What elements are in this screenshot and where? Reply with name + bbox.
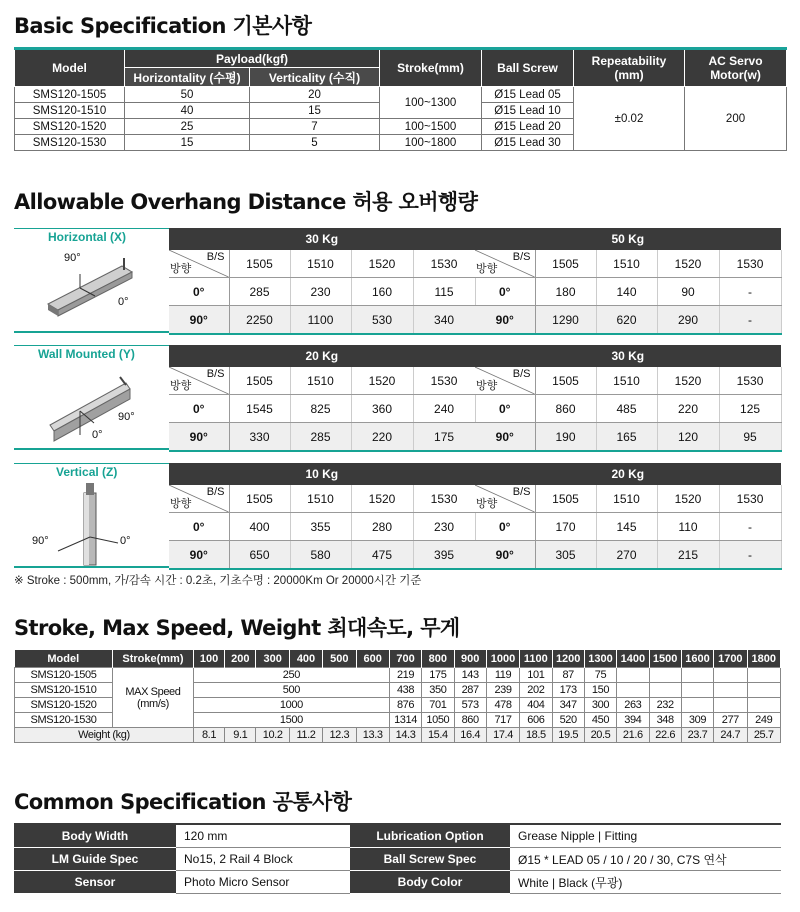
overhang-value: 120	[657, 423, 719, 452]
weight-cell: 25.7	[747, 728, 781, 743]
overhang-value: 485	[596, 395, 657, 423]
speed-cell: 350	[422, 683, 454, 698]
speed-cell: 1314	[389, 713, 421, 728]
weight-cell: 8.1	[193, 728, 224, 743]
overhang-value: 620	[596, 306, 657, 335]
spec-value: Grease Nipple | Fitting	[510, 824, 781, 848]
spec-key: Body Width	[14, 824, 176, 848]
overhang-value: 2250	[229, 306, 290, 335]
col-ball-screw: Ball Screw	[482, 49, 574, 87]
overhang-value: -	[719, 278, 781, 306]
overhang-value: 355	[290, 513, 351, 541]
speed-cell	[747, 698, 781, 713]
weight-cell: 22.6	[649, 728, 681, 743]
section-divider	[14, 331, 169, 333]
overhang-value: 115	[413, 278, 475, 306]
model-col-header: 1520	[657, 367, 719, 395]
bs-direction-cell: B/S 방향	[169, 250, 229, 278]
spec-value: No15, 2 Rail 4 Block	[176, 848, 350, 871]
speed-cell: 348	[649, 713, 681, 728]
speed-cell	[714, 683, 747, 698]
table-row	[15, 668, 781, 683]
speed-cell	[649, 668, 681, 683]
overhang-table	[475, 345, 782, 452]
common-title: Common Specification 공통사항	[14, 790, 352, 814]
speed-title: Stroke, Max Speed, Weight 최대속도, 무게	[14, 616, 460, 640]
overhang-value: 215	[657, 541, 719, 570]
basic-spec-title: Basic Specification 기본사항	[14, 14, 312, 38]
speed-header-row	[15, 650, 781, 668]
model-cell: SMS120-1510	[15, 103, 125, 119]
basic-spec-table	[14, 47, 787, 151]
repeatability-cell: ±0.02	[574, 87, 685, 151]
weight-cell: 16.4	[454, 728, 486, 743]
overhang-value: 650	[229, 541, 290, 570]
col-model: Model	[15, 49, 125, 87]
model-col-header: 1510	[290, 367, 351, 395]
col-stroke: Stroke(mm)	[113, 650, 194, 668]
load-header: 20 Kg	[169, 345, 475, 367]
overhang-value: 230	[413, 513, 475, 541]
table-row	[15, 87, 787, 103]
overhang-value: 240	[413, 395, 475, 423]
weight-cell: 19.5	[552, 728, 584, 743]
overhang-table	[475, 228, 782, 335]
model-col-header: 1505	[229, 367, 290, 395]
actuator-illustration	[40, 246, 140, 331]
angle-row-label: 90°	[475, 541, 535, 570]
speed-cell: 143	[454, 668, 486, 683]
model-col-header: 1520	[351, 485, 413, 513]
section-divider	[14, 345, 169, 346]
overhang-value: 140	[596, 278, 657, 306]
angle-label: 0°	[120, 535, 131, 547]
overhang-value: 285	[290, 423, 351, 452]
col-model: Model	[15, 650, 113, 668]
angle-label: 0°	[92, 429, 103, 441]
speed-cell: 232	[649, 698, 681, 713]
col-repeatability: Repeatability (mm)	[574, 49, 685, 87]
weight-cell: 10.2	[256, 728, 289, 743]
model-col-header: 1510	[290, 485, 351, 513]
model-col-header: 1510	[290, 250, 351, 278]
speed-cell: 404	[520, 698, 552, 713]
overhang-value: 290	[657, 306, 719, 335]
speed-cell: 150	[584, 683, 616, 698]
overhang-value: 1290	[535, 306, 596, 335]
stroke-col-header: 600	[356, 650, 389, 668]
overhang-value: 180	[535, 278, 596, 306]
bs-direction-cell: B/S 방향	[475, 250, 535, 278]
overhang-value: 305	[535, 541, 596, 570]
flat-speed-cell: 1500	[193, 713, 389, 728]
speed-cell	[681, 698, 713, 713]
speed-cell: 860	[454, 713, 486, 728]
speed-cell: 202	[520, 683, 552, 698]
overhang-value: 230	[290, 278, 351, 306]
ball-screw-cell: Ø15 Lead 10	[482, 103, 574, 119]
load-header: 50 Kg	[475, 228, 781, 250]
angle-row-label: 90°	[169, 541, 229, 570]
speed-cell: 173	[552, 683, 584, 698]
speed-cell	[681, 668, 713, 683]
overhang-table	[169, 345, 476, 452]
model-col-header: 1530	[719, 250, 781, 278]
model-col-header: 1530	[413, 250, 475, 278]
model-col-header: 1530	[413, 485, 475, 513]
load-header: 30 Kg	[169, 228, 475, 250]
weight-cell: 23.7	[681, 728, 713, 743]
speed-cell: 277	[714, 713, 747, 728]
spec-key: Sensor	[14, 871, 176, 894]
table-row	[14, 824, 781, 848]
common-spec-table	[14, 823, 781, 894]
model-cell: SMS120-1505	[15, 668, 113, 683]
overhang-value: 330	[229, 423, 290, 452]
payload-v-cell: 20	[250, 87, 380, 103]
speed-cell: 219	[389, 668, 421, 683]
overhang-value: -	[719, 306, 781, 335]
overhang-value: 280	[351, 513, 413, 541]
speed-cell: 300	[584, 698, 616, 713]
payload-h-cell: 15	[125, 135, 250, 151]
stroke-col-header: 1100	[520, 650, 552, 668]
stroke-col-header: 100	[193, 650, 224, 668]
speed-cell: 239	[486, 683, 519, 698]
motor-cell: 200	[685, 87, 787, 151]
stroke-col-header: 500	[323, 650, 356, 668]
model-col-header: 1505	[535, 485, 596, 513]
weight-cell: 24.7	[714, 728, 747, 743]
payload-v-cell: 5	[250, 135, 380, 151]
speed-cell: 119	[486, 668, 519, 683]
payload-h-cell: 25	[125, 119, 250, 135]
overhang-value: 125	[719, 395, 781, 423]
payload-h-cell: 50	[125, 87, 250, 103]
max-speed-label: MAX Speed (mm/s)	[113, 668, 194, 728]
stroke-col-header: 1500	[649, 650, 681, 668]
weight-cell: 11.2	[289, 728, 322, 743]
model-col-header: 1505	[535, 367, 596, 395]
col-payload: Payload(kgf)	[125, 49, 380, 68]
weight-cell: 15.4	[422, 728, 454, 743]
overhang-value: 860	[535, 395, 596, 423]
model-cell: SMS120-1520	[15, 698, 113, 713]
spec-value: Ø15 * LEAD 05 / 10 / 20 / 30, C7S 연삭	[510, 848, 781, 871]
flat-speed-cell: 250	[193, 668, 389, 683]
bs-direction-cell: B/S 방향	[475, 367, 535, 395]
weight-cell: 12.3	[323, 728, 356, 743]
speed-cell	[714, 668, 747, 683]
payload-v-cell: 7	[250, 119, 380, 135]
overhang-value: 190	[535, 423, 596, 452]
angle-row-label: 0°	[475, 278, 535, 306]
bs-direction-cell: B/S 방향	[169, 485, 229, 513]
model-col-header: 1505	[535, 250, 596, 278]
section-divider	[14, 463, 169, 464]
speed-cell: 263	[617, 698, 649, 713]
angle-label: 90°	[32, 535, 49, 547]
table-row	[14, 848, 781, 871]
overhang-table	[475, 463, 782, 570]
overhang-value: 145	[596, 513, 657, 541]
ball-screw-cell: Ø15 Lead 05	[482, 87, 574, 103]
overhang-direction-label: Wall Mounted (Y)	[38, 347, 135, 361]
overhang-value: -	[719, 541, 781, 570]
stroke-col-header: 1700	[714, 650, 747, 668]
speed-cell: 717	[486, 713, 519, 728]
speed-table	[14, 650, 781, 743]
model-col-header: 1520	[657, 485, 719, 513]
col-verticality: Verticality (수직)	[250, 68, 380, 87]
angle-label: 0°	[118, 296, 129, 308]
stroke-col-header: 900	[454, 650, 486, 668]
overhang-value: 1100	[290, 306, 351, 335]
spec-key: Ball Screw Spec	[350, 848, 510, 871]
actuator-illustration	[40, 481, 140, 576]
overhang-value: 110	[657, 513, 719, 541]
angle-label: 90°	[118, 411, 135, 423]
model-col-header: 1520	[657, 250, 719, 278]
load-header: 20 Kg	[475, 463, 781, 485]
weight-cell: 17.4	[486, 728, 519, 743]
speed-cell: 606	[520, 713, 552, 728]
angle-row-label: 90°	[475, 423, 535, 452]
stroke-col-header: 1800	[747, 650, 781, 668]
model-cell: SMS120-1520	[15, 119, 125, 135]
speed-cell: 478	[486, 698, 519, 713]
overhang-title: Allowable Overhang Distance 허용 오버행량	[14, 190, 478, 214]
model-cell: SMS120-1505	[15, 87, 125, 103]
speed-cell: 309	[681, 713, 713, 728]
weight-cell: 18.5	[520, 728, 552, 743]
overhang-direction-label: Vertical (Z)	[56, 465, 118, 479]
speed-cell	[681, 683, 713, 698]
model-col-header: 1510	[596, 367, 657, 395]
speed-cell: 101	[520, 668, 552, 683]
model-col-header: 1505	[229, 250, 290, 278]
bs-direction-cell: B/S 방향	[169, 367, 229, 395]
model-col-header: 1520	[351, 250, 413, 278]
model-col-header: 1530	[413, 367, 475, 395]
spec-key: LM Guide Spec	[14, 848, 176, 871]
stroke-col-header: 300	[256, 650, 289, 668]
speed-cell	[617, 683, 649, 698]
weight-cell: 14.3	[389, 728, 421, 743]
speed-cell: 287	[454, 683, 486, 698]
speed-cell	[714, 698, 747, 713]
flat-speed-cell: 500	[193, 683, 389, 698]
speed-cell	[649, 683, 681, 698]
overhang-value: 90	[657, 278, 719, 306]
speed-cell: 1050	[422, 713, 454, 728]
ball-screw-cell: Ø15 Lead 30	[482, 135, 574, 151]
model-col-header: 1505	[229, 485, 290, 513]
weight-cell: 20.5	[584, 728, 616, 743]
overhang-table	[169, 228, 476, 335]
table-row	[14, 871, 781, 894]
overhang-value: 220	[657, 395, 719, 423]
stroke-col-header: 1000	[486, 650, 519, 668]
stroke-col-header: 1400	[617, 650, 649, 668]
overhang-value: 395	[413, 541, 475, 570]
speed-cell	[747, 683, 781, 698]
overhang-value: 175	[413, 423, 475, 452]
speed-cell: 573	[454, 698, 486, 713]
section-divider	[14, 228, 169, 229]
stroke-cell: 100~1500	[380, 119, 482, 135]
overhang-value: 340	[413, 306, 475, 335]
overhang-value: 1545	[229, 395, 290, 423]
model-col-header: 1510	[596, 250, 657, 278]
model-col-header: 1510	[596, 485, 657, 513]
weight-cell: 13.3	[356, 728, 389, 743]
overhang-value: 270	[596, 541, 657, 570]
angle-row-label: 90°	[169, 306, 229, 335]
spec-key: Body Color	[350, 871, 510, 894]
overhang-value: -	[719, 513, 781, 541]
model-cell: SMS120-1530	[15, 713, 113, 728]
speed-cell: 450	[584, 713, 616, 728]
overhang-value: 95	[719, 423, 781, 452]
speed-cell: 347	[552, 698, 584, 713]
speed-cell: 249	[747, 713, 781, 728]
model-col-header: 1530	[719, 367, 781, 395]
overhang-value: 160	[351, 278, 413, 306]
speed-cell	[747, 668, 781, 683]
stroke-col-header: 400	[289, 650, 322, 668]
col-stroke: Stroke(mm)	[380, 49, 482, 87]
speed-cell: 701	[422, 698, 454, 713]
speed-cell: 175	[422, 668, 454, 683]
angle-row-label: 90°	[475, 306, 535, 335]
overhang-value: 580	[290, 541, 351, 570]
speed-cell: 87	[552, 668, 584, 683]
overhang-value: 400	[229, 513, 290, 541]
speed-cell	[617, 668, 649, 683]
overhang-direction-label: Horizontal (X)	[48, 230, 126, 244]
stroke-col-header: 1200	[552, 650, 584, 668]
stroke-col-header: 200	[225, 650, 256, 668]
spec-value: White | Black (무광)	[510, 871, 781, 894]
overhang-value: 165	[596, 423, 657, 452]
angle-row-label: 0°	[475, 395, 535, 423]
speed-cell: 876	[389, 698, 421, 713]
payload-h-cell: 40	[125, 103, 250, 119]
angle-row-label: 90°	[169, 423, 229, 452]
weight-label: Weight (kg)	[15, 728, 194, 743]
actuator-illustration	[40, 363, 140, 448]
angle-row-label: 0°	[169, 278, 229, 306]
spec-key: Lubrication Option	[350, 824, 510, 848]
angle-row-label: 0°	[475, 513, 535, 541]
speed-cell: 438	[389, 683, 421, 698]
weight-row	[15, 728, 781, 743]
flat-speed-cell: 1000	[193, 698, 389, 713]
spec-value: 120 mm	[176, 824, 350, 848]
overhang-value: 285	[229, 278, 290, 306]
stroke-cell: 100~1800	[380, 135, 482, 151]
section-divider	[14, 448, 169, 450]
angle-row-label: 0°	[169, 395, 229, 423]
model-col-header: 1530	[719, 485, 781, 513]
col-horizontality: Horizontality (수평)	[125, 68, 250, 87]
angle-row-label: 0°	[169, 513, 229, 541]
speed-cell: 520	[552, 713, 584, 728]
overhang-value: 170	[535, 513, 596, 541]
stroke-col-header: 1300	[584, 650, 616, 668]
model-col-header: 1520	[351, 367, 413, 395]
stroke-col-header: 1600	[681, 650, 713, 668]
weight-cell: 21.6	[617, 728, 649, 743]
load-header: 10 Kg	[169, 463, 475, 485]
speed-cell: 75	[584, 668, 616, 683]
overhang-table	[169, 463, 476, 570]
speed-cell: 394	[617, 713, 649, 728]
spec-value: Photo Micro Sensor	[176, 871, 350, 894]
load-header: 30 Kg	[475, 345, 781, 367]
angle-label: 90°	[64, 252, 81, 264]
overhang-note: ※ Stroke : 500mm, 가/감속 시간 : 0.2초, 기초수명 : 20000Km Or 20000시간 기준	[14, 575, 422, 587]
overhang-value: 530	[351, 306, 413, 335]
overhang-value: 220	[351, 423, 413, 452]
model-cell: SMS120-1530	[15, 135, 125, 151]
overhang-value: 475	[351, 541, 413, 570]
model-cell: SMS120-1510	[15, 683, 113, 698]
ball-screw-cell: Ø15 Lead 20	[482, 119, 574, 135]
bs-direction-cell: B/S 방향	[475, 485, 535, 513]
stroke-col-header: 800	[422, 650, 454, 668]
stroke-cell: 100~1300	[380, 87, 482, 119]
overhang-value: 360	[351, 395, 413, 423]
stroke-col-header: 700	[389, 650, 421, 668]
overhang-value: 825	[290, 395, 351, 423]
weight-cell: 9.1	[225, 728, 256, 743]
payload-v-cell: 15	[250, 103, 380, 119]
col-motor: AC Servo Motor(w)	[685, 49, 787, 87]
